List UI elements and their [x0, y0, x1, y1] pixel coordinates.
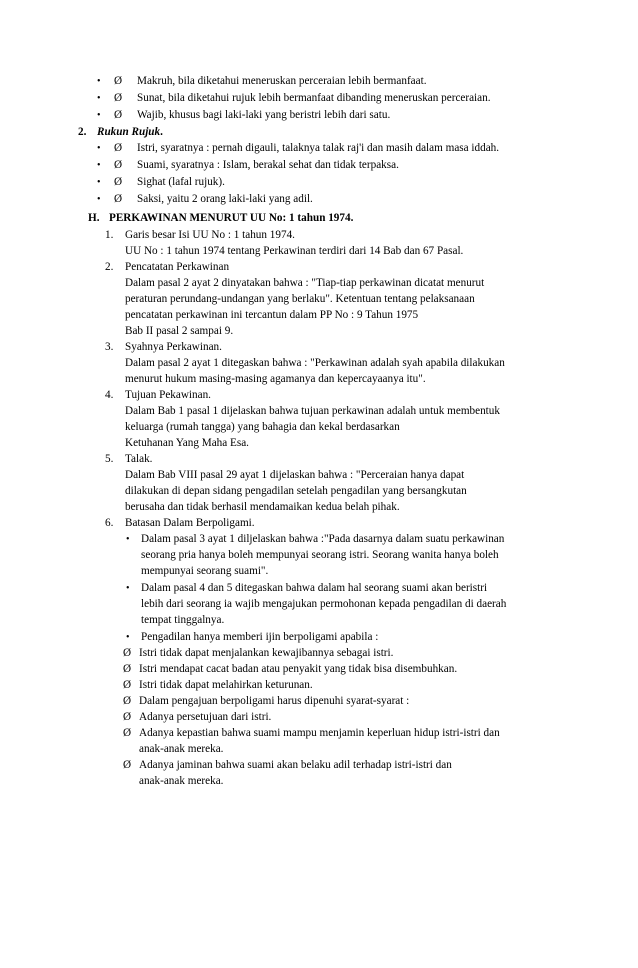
rukun-item-2: Suami, syaratnya : Islam, berakal sehat dan tidak terpaksa. — [137, 159, 399, 171]
arrow-mark: Ø — [123, 679, 132, 691]
item-heading: Garis besar Isi UU No : 1 tahun 1974. — [125, 229, 295, 241]
bullet-mark: • — [97, 143, 101, 154]
arrow-mark: Ø — [123, 727, 132, 739]
bullet-mark: • — [126, 583, 130, 594]
arrow-item-continued: anak-anak mereka. — [139, 775, 224, 787]
arrow-item: Adanya persetujuan dari istri. — [139, 711, 272, 723]
rukun-number: 2. — [78, 126, 87, 138]
item-number: 3. — [105, 341, 114, 353]
arrow-mark: Ø — [123, 647, 132, 659]
rukun-item-3: Sighat (lafal rujuk). — [137, 176, 225, 188]
item-line: UU No : 1 tahun 1974 tentang Perkawinan terdiri dari 14 Bab dan 67 Pasal. — [125, 245, 464, 257]
rukun-title: Rukun Rujuk — [97, 126, 161, 138]
arrow-item: Istri mendapat cacat badan atau penyakit yang tidak bisa disembuhkan. — [139, 663, 458, 675]
poligami-bullet-1-line: seorang pria hanya boleh mempunyai seorang istri. Seorang wanita hanya boleh — [141, 549, 499, 561]
section-h-letter: H. — [88, 212, 100, 224]
item-heading: Batasan Dalam Berpoligami. — [125, 517, 255, 529]
bullet-mark: • — [97, 76, 101, 87]
arrow-mark: Ø — [123, 663, 132, 675]
poligami-bullet-1-line: mempunyai seorang suami". — [141, 565, 269, 577]
rukun-item-4: Saksi, yaitu 2 orang laki-laki yang adil. — [137, 193, 313, 205]
bullet-mark: • — [126, 632, 130, 643]
bullet-mark: • — [97, 194, 101, 205]
bullet-mark: • — [97, 110, 101, 121]
arrow-mark: Ø — [123, 711, 132, 723]
item-heading: Pencatatan Perkawinan — [125, 261, 230, 273]
arrow-mark: Ø — [114, 176, 123, 188]
arrow-item: Istri tidak dapat melahirkan keturunan. — [139, 679, 313, 691]
item-line: Bab II pasal 2 sampai 9. — [125, 325, 234, 337]
top-item-3: Wajib, khusus bagi laki-laki yang beristri lebih dari satu. — [137, 109, 391, 121]
arrow-item: Adanya jaminan bahwa suami akan belaku adil terhadap istri-istri dan — [139, 759, 452, 771]
item-number: 5. — [105, 453, 114, 465]
arrow-item: Dalam pengajuan berpoligami harus dipenuhi syarat-syarat : — [139, 695, 410, 707]
item-line: Dalam Bab VIII pasal 29 ayat 1 dijelaskan bahwa : "Perceraian hanya dapat — [125, 469, 465, 481]
item-line: menurut hukum masing-masing agamanya dan kepercayaanya itu". — [125, 373, 426, 385]
item-number: 1. — [105, 229, 114, 241]
arrow-mark: Ø — [114, 159, 123, 171]
rukun-item-1: Istri, syaratnya : pernah digauli, talaknya talak raj'i dan masih dalam masa iddah. — [137, 142, 500, 154]
item-number: 4. — [105, 389, 114, 401]
arrow-mark: Ø — [114, 109, 123, 121]
item-heading: Syahnya Perkawinan. — [125, 341, 222, 353]
item-line: Dalam pasal 2 ayat 1 ditegaskan bahwa : "Perkawinan adalah syah apabila dilakukan — [125, 357, 505, 369]
top-item-1: Makruh, bila diketahui meneruskan perceraian lebih bermanfaat. — [137, 75, 427, 87]
item-line: Dalam Bab 1 pasal 1 dijelaskan bahwa tujuan perkawinan adalah untuk membentuk — [125, 405, 500, 417]
bullet-mark: • — [97, 160, 101, 171]
arrow-mark: Ø — [114, 92, 123, 104]
item-line: Dalam pasal 2 ayat 2 dinyatakan bahwa : "Tiap-tiap perkawinan dicatat menurut — [125, 277, 485, 289]
rukun-heading — [97, 125, 163, 140]
poligami-bullet-2-line: tempat tinggalnya. — [141, 614, 225, 626]
section-h-title: PERKAWINAN MENURUT UU No: 1 tahun 1974. — [109, 212, 354, 224]
bullet-mark: • — [97, 93, 101, 104]
item-heading: Tujuan Pekawinan. — [125, 389, 211, 401]
item-heading: Talak. — [125, 453, 153, 465]
item-line: peraturan perundang-undangan yang berlaku". Ketentuan tentang pelaksanaan — [125, 293, 475, 305]
rukun-title-suffix: . — [160, 126, 163, 138]
poligami-bullet-1-line: Dalam pasal 3 ayat 1 diljelaskan bahwa :"Pada dasarnya dalam suatu perkawinan — [141, 533, 505, 545]
arrow-item: Adanya kepastian bahwa suami mampu menjamin keperluan hidup istri-istri dan — [139, 727, 500, 739]
poligami-bullet-2-line: Dalam pasal 4 dan 5 ditegaskan bahwa dalam hal seorang suami akan beristri — [141, 582, 488, 594]
arrow-item-continued: anak-anak mereka. — [139, 743, 224, 755]
arrow-mark: Ø — [114, 142, 123, 154]
item-line: keluarga (rumah tangga) yang bahagia dan kekal berdasarkan — [125, 421, 400, 433]
poligami-bullet-3-line: Pengadilan hanya memberi ijin berpoligami apabila : — [141, 631, 379, 643]
arrow-mark: Ø — [114, 75, 123, 87]
item-line: berusaha dan tidak berhasil mendamaikan kedua belah pihak. — [125, 501, 400, 513]
item-line: dilakukan di depan sidang pengadilan setelah pengadilan yang bersangkutan — [125, 485, 467, 497]
arrow-mark: Ø — [123, 759, 132, 771]
item-number: 6. — [105, 517, 114, 529]
item-number: 2. — [105, 261, 114, 273]
bullet-mark: • — [97, 177, 101, 188]
top-item-2: Sunat, bila diketahui rujuk lebih bermanfaat dibanding meneruskan perceraian. — [137, 92, 491, 104]
item-line: Ketuhanan Yang Maha Esa. — [125, 437, 249, 449]
poligami-bullet-2-line: lebih dari seorang ia wajib mengajukan permohonan kepada pengadilan di daerah — [141, 598, 507, 610]
arrow-mark: Ø — [114, 193, 123, 205]
arrow-item: Istri tidak dapat menjalankan kewajibannya sebagai istri. — [139, 647, 394, 659]
arrow-mark: Ø — [123, 695, 132, 707]
bullet-mark: • — [126, 534, 130, 545]
item-line: pencatatan perkawinan ini tercantun dalam PP No : 9 Tahun 1975 — [125, 309, 419, 321]
